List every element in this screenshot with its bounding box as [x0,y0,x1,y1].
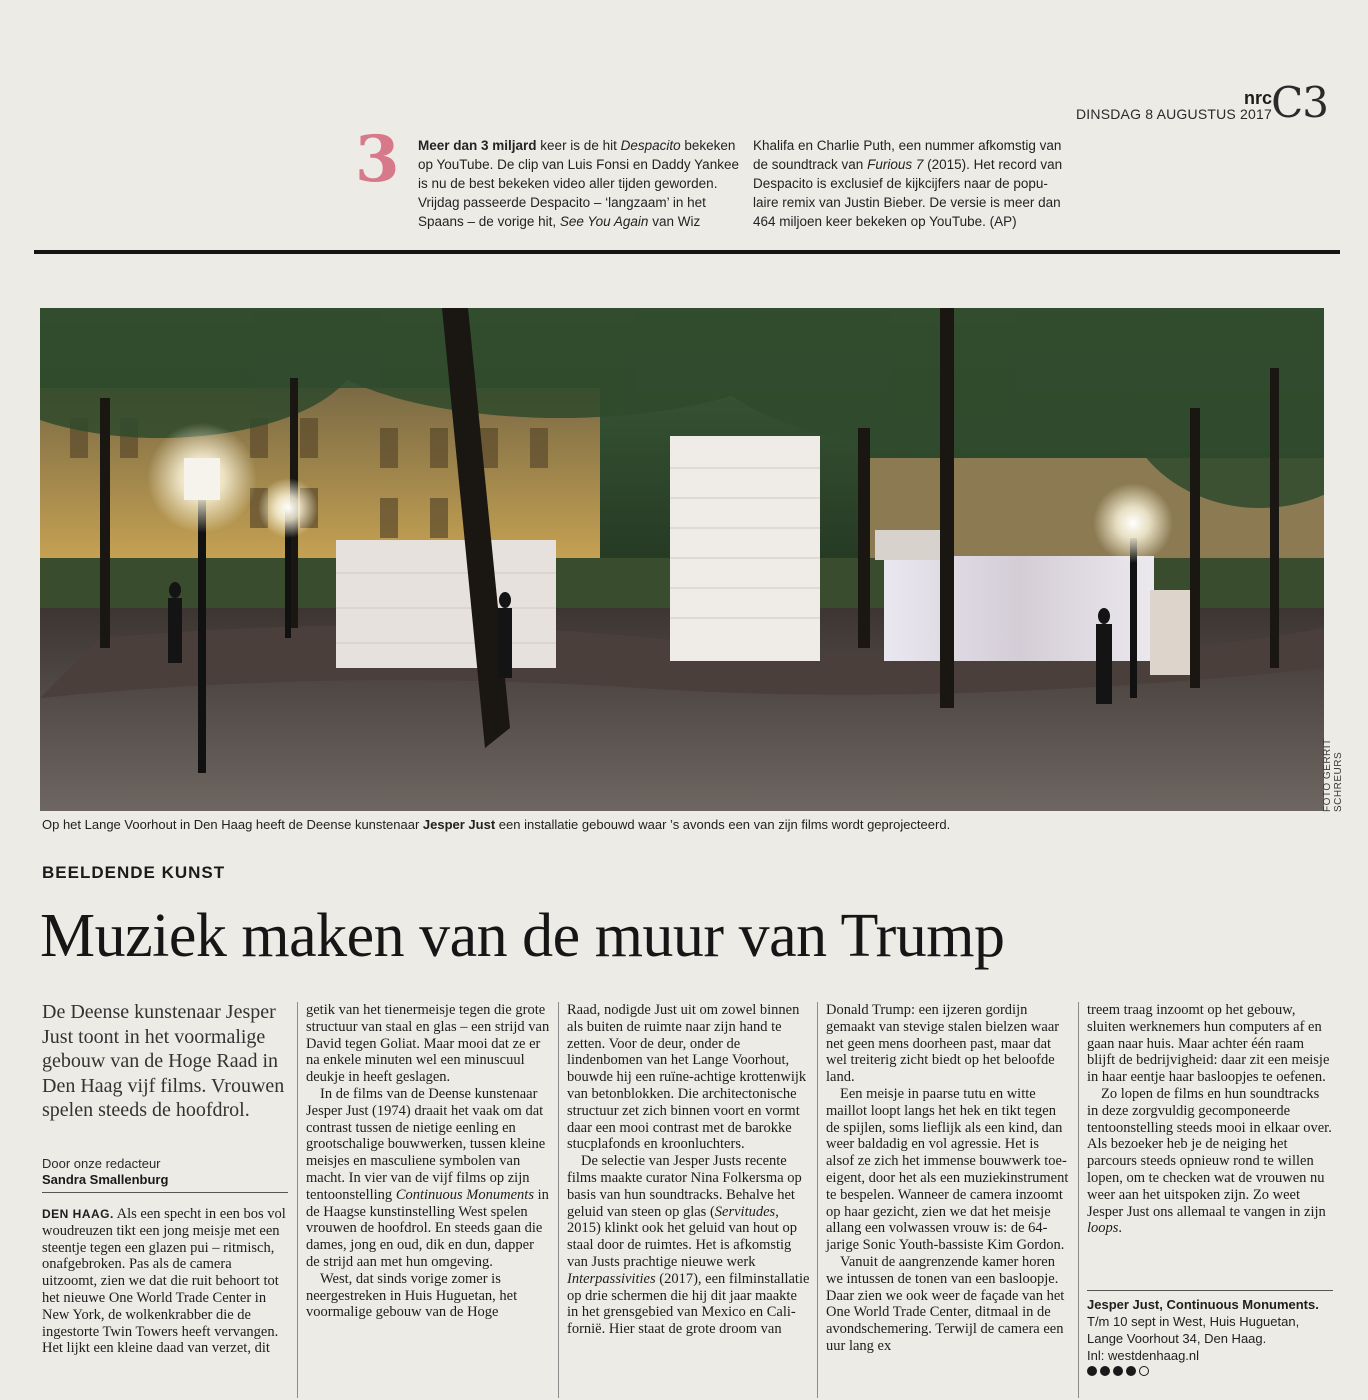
fact-text-column-1: Meer dan 3 miljard keer is de hit Despacito bekeken op YouTube. De clip van Luis Fonsi en Daddy Yankee is nu de best bekeken video aller tijden geworden. Vrijdag passeerde Despacito – ‘langzaam’ in het Spaans – de vorige hit, See You Again van Wiz [418,138,739,229]
article-column-2: getik van het tienermeisje tegen die grote structuur van staal en glas – een strijd van David tegen Goliat. Maar mooi dat ze er na enkele minuten wel een minuscuul deukje in heeft geslagen. In de films van de Deense kunstenaar Jesper Just (1974) draait het vaak om dat contrast tussen de nietige eenling en grootschalige bouwwerken, tussen kleine meisjes en masculiene symbolen van macht. In vier van de vijf films op zijn tentoonstelling Continuous Monuments in de Haagse kunstinstelling West spelen vrouwen de hoofdrol. En steeds gaan die dames, jong en oud, dik en dun, dapper de strijd aan met hun omgeving. West, dat sinds vorige zomer is neergestreken in Huis Huguetan, het voormalige gebouw van de Hoge [306,1002,550,1321]
byline-author: Sandra Smallenburg [42,1172,169,1187]
rating-dot-filled [1100,1366,1110,1376]
column-divider [297,1002,298,1398]
rating-dot-filled [1087,1366,1097,1376]
exhibition-address: Lange Voorhout 34, Den Haag. [1087,1331,1267,1346]
rating-dot-filled [1113,1366,1123,1376]
article-column-1: DEN HAAG. Als een specht in een bos vol woudreuzen tikt een jong meisje met een steentje tegen een glazen pui – ritmisch, onafgebroken. Pas als de camera uitzoomt, zien we dat die ruit behoort tot het nieuwe One World Trade Center in New York, de wolkenkrabber die de ingestorte Twin Towers heeft vervangen. Het lijkt een kleine daad van verzet, dit [42,1206,286,1357]
photo-caption: Op het Lange Voorhout in Den Haag heeft de Deense kunstenaar Jesper Just een installatie gebouwd waar ’s avonds een van zijn films wordt geprojecteerd. [42,817,951,832]
article-intro: De Deense kunstenaar Jesper Just toont in het voormalige gebouw van de Hoge Raad in Den Haag vijf films. Vrouwen spelen steeds de hoofdrol. [42,1001,285,1121]
article-kicker: BEELDENDE KUNST [42,863,226,882]
exhibition-info-box [1087,1296,1337,1364]
column-divider [817,1002,818,1398]
article-photo [40,308,1324,811]
column-divider [1078,1002,1079,1398]
rating-dot-filled [1126,1366,1136,1376]
exhibition-title: Jesper Just, Continuous Monuments. [1087,1297,1319,1312]
column-divider [558,1002,559,1398]
byline-divider [42,1192,288,1193]
section-divider [34,250,1340,254]
article-column-3: Raad, nodigde Just uit om zowel binnen als buiten de ruimte naar zijn hand te zetten. Voor de deur, onder de lindenbomen van het Lange Voorhout, bouwde hij een ruïne-achtige krottenwijk van betonblokken. Die architectonische structuur zet zich binnen voort en vormt daar een mooi contrast met de barokke stucplafonds en kroonluchters. De selectie van Jesper Justs recente films maakte curator Nina Folkersma op basis van hun soundtracks. Behalve het geluid van steen op glas (Servitudes, 2015) klinkt ook het geluid van hout op staal door de ruimtes. Het is afkomstig van Justs prachtige nieuwe werk Interpassivities (2017), een filminstallatie op drie schermen die hij dit jaar maakte in het grensgebied van Mexico en Californië. Hier staat de grote droom van [567,1002,810,1338]
fact-number: 3 [355,122,400,197]
photo-credit: FOTO GERRIT SCHREURS [1322,738,1344,812]
article-column-5: treem traag inzoomt op het gebouw, sluiten werknemers hun computers af en gaan naar huis. Maar achter één raam blijft de bedrijvigheid: daar zit een meisje in haar eentje haar basloopjes te oefenen. Zo lopen de films en hun soundtracks in deze zorgvuldig gecomponeerde tentoonstelling steeds mooi in elkaar over. Als bezoeker heb je de neiging het parcours steeds opnieuw rond te willen lopen, om te checken wat de vrouwen nu weer aan het uitspoken zijn. Zo weet Jesper Just ons allemaal te vangen in zijn loops. [1087,1002,1332,1237]
rating-dot-empty [1139,1366,1149,1376]
article-column-4: Donald Trump: een ijzeren gordijn gemaakt van stevige stalen bielzen waar net geen mens doorheen past, maar dat wel treiterig zicht biedt op het beloofde land. Een meisje in paarse tutu en witte maillot loopt langs het hek en tikt tegen de spijlen, soms lieflijk als een kind, dan weer baldadig en vol agressie. Het is alsof ze zich het immense bouwwerk toe-eigent, door het als een muziekinstrument te bespelen. Wanneer de camera inzoomt op haar gezicht, zien we dat het meisje allang een volwassen vrouw is: de 64-jarige Sonic Youth-bassiste Kim Gordon. Vanuit de aangrenzende kamer horen we intussen de tonen van een basloopje. Daar zien we ook weer de façade van het One World Trade Center, ditmaal in de avondschemering. Terwijl de camera een uur lang ex [826,1002,1069,1354]
section-code: C3 [1271,78,1328,127]
info-box-divider [1087,1290,1333,1291]
exhibition-website: Inl: westdenhaag.nl [1087,1348,1200,1363]
article-headline: Muziek maken van de muur van Trump [40,902,1005,970]
star-rating [1087,1366,1149,1376]
issue-date: DINSDAG 8 AUGUSTUS 2017 [1076,106,1272,122]
photo-illustration [40,308,1324,811]
exhibition-dates-venue: T/m 10 sept in West, Huis Huguetan, [1087,1314,1300,1329]
fact-text-column-2: Khalifa en Charlie Puth, een nummer afkomstig van de soundtrack van Furious 7 (2015). Het record van Despacito is exclusief de kijkcijfers naar de populaire remix van Justin Bieber. De versie is meer dan 464 miljoen keer bekeken op YouTube. (AP) [753,138,1063,229]
newspaper-brand: nrc [1243,88,1272,108]
byline-label: Door onze redacteur [42,1156,161,1171]
